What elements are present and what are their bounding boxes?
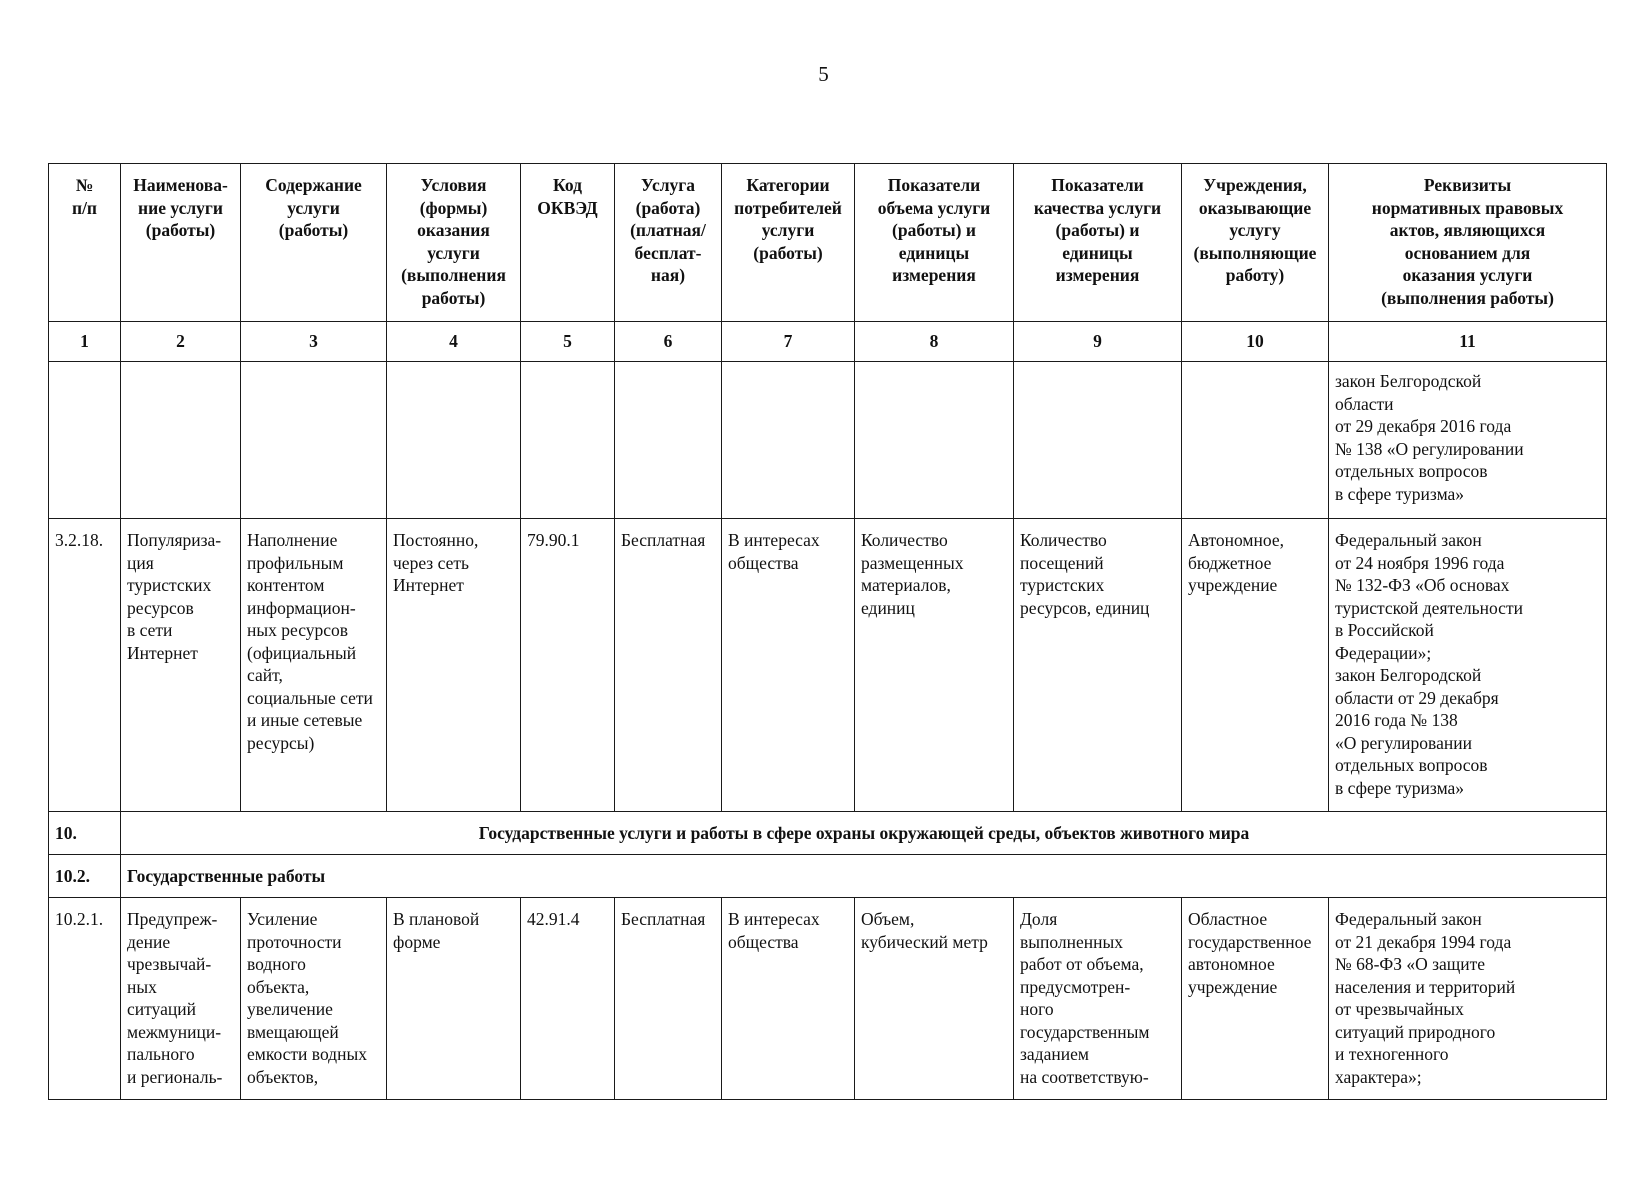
table-cell-consumer-categories: В интересах общества — [722, 898, 855, 1100]
table-cell-quality-indicators: Количество посещений туристских ресурсов, единиц — [1014, 519, 1182, 812]
column-number: 9 — [1014, 322, 1182, 362]
table-cell — [521, 362, 615, 519]
table-cell — [241, 362, 387, 519]
header-cell-legal-acts: Реквизиты нормативных правовых актов, являющихся основанием для оказания услуги (выполнения работы) — [1329, 164, 1607, 322]
section-number: 10. — [49, 812, 121, 855]
subsection-title: Государственные работы — [121, 855, 1607, 898]
table-row-3-2-18 — [49, 519, 1607, 812]
header-cell-service-name: Наименова- ние услуги (работы) — [121, 164, 241, 322]
table-cell — [121, 362, 241, 519]
table-cell — [49, 362, 121, 519]
column-number: 3 — [241, 322, 387, 362]
column-number: 2 — [121, 322, 241, 362]
table-row-continuation — [49, 362, 1607, 519]
table-cell-conditions: Постоянно, через сеть Интернет — [387, 519, 521, 812]
column-number: 5 — [521, 322, 615, 362]
section-title: Государственные услуги и работы в сфере охраны окружающей среды, объектов животного мира — [121, 812, 1607, 855]
column-number: 10 — [1182, 322, 1329, 362]
column-number: 1 — [49, 322, 121, 362]
services-registry-table — [48, 163, 1607, 1100]
header-cell-service-content: Содержание услуги (работы) — [241, 164, 387, 322]
subsection-number: 10.2. — [49, 855, 121, 898]
table-cell — [615, 362, 722, 519]
column-number: 4 — [387, 322, 521, 362]
table-cell-paid-free: Бесплатная — [615, 519, 722, 812]
column-number-row — [49, 322, 1607, 362]
header-cell-okved-code: Код ОКВЭД — [521, 164, 615, 322]
table-cell — [1014, 362, 1182, 519]
table-cell-service-name: Популяриза- ция туристских ресурсов в сети Интернет — [121, 519, 241, 812]
column-number: 7 — [722, 322, 855, 362]
table-cell — [1182, 362, 1329, 519]
table-cell-legal-acts: закон Белгородской области от 29 декабря 2016 года № 138 «О регулировании отдельных вопросов в сфере туризма» — [1329, 362, 1607, 519]
subsection-row-10-2 — [49, 855, 1607, 898]
column-number: 6 — [615, 322, 722, 362]
table-cell-service-content: Наполнение профильным контентом информацион- ных ресурсов (официальный сайт, социальные сети и иные сетевые ресурсы) — [241, 519, 387, 812]
table-cell — [722, 362, 855, 519]
header-cell-consumer-categories: Категории потребителей услуги (работы) — [722, 164, 855, 322]
table-cell-legal-acts: Федеральный закон от 21 декабря 1994 года № 68-ФЗ «О защите населения и территорий от чрезвычайных ситуаций природного и техногенного характера»; — [1329, 898, 1607, 1100]
table-cell-legal-acts: Федеральный закон от 24 ноября 1996 года № 132-ФЗ «Об основах туристской деятельности в Российской Федерации»; закон Белгородской области от 29 декабря 2016 года № 138 «О регулировании отдельных вопросов в сфере туризма» — [1329, 519, 1607, 812]
column-number: 11 — [1329, 322, 1607, 362]
table-cell-number: 3.2.18. — [49, 519, 121, 812]
header-cell-quality-indicators: Показатели качества услуги (работы) и единицы измерения — [1014, 164, 1182, 322]
table-cell-consumer-categories: В интересах общества — [722, 519, 855, 812]
table-cell — [387, 362, 521, 519]
column-number: 8 — [855, 322, 1014, 362]
header-cell-number: № п/п — [49, 164, 121, 322]
table-cell-conditions: В плановой форме — [387, 898, 521, 1100]
table-cell-institutions: Автономное, бюджетное учреждение — [1182, 519, 1329, 812]
table-cell-service-content: Усиление проточности водного объекта, увеличение вмещающей емкости водных объектов, — [241, 898, 387, 1100]
table-cell-institutions: Областное государственное автономное учреждение — [1182, 898, 1329, 1100]
table-cell-okved-code: 42.91.4 — [521, 898, 615, 1100]
section-row-10 — [49, 812, 1607, 855]
table-cell-number: 10.2.1. — [49, 898, 121, 1100]
table-cell — [855, 362, 1014, 519]
table-cell-paid-free: Бесплатная — [615, 898, 722, 1100]
table-cell-okved-code: 79.90.1 — [521, 519, 615, 812]
table-cell-service-name: Предупреж- дение чрезвычай- ных ситуаций межмуници- пального и региональ- — [121, 898, 241, 1100]
page-number: 5 — [818, 62, 829, 86]
table-cell-quality-indicators: Доля выполненных работ от объема, предусмотрен- ного государственным заданием на соответствую- — [1014, 898, 1182, 1100]
header-cell-paid-free: Услуга (работа) (платная/ бесплат- ная) — [615, 164, 722, 322]
header-cell-conditions: Условия (формы) оказания услуги (выполнения работы) — [387, 164, 521, 322]
table-row-10-2-1 — [49, 898, 1607, 1100]
header-cell-volume-indicators: Показатели объема услуги (работы) и единицы измерения — [855, 164, 1014, 322]
header-cell-institutions: Учреждения, оказывающие услугу (выполняющие работу) — [1182, 164, 1329, 322]
table-cell-volume-indicators: Объем, кубический метр — [855, 898, 1014, 1100]
table-cell-volume-indicators: Количество размещенных материалов, единиц — [855, 519, 1014, 812]
header-row — [49, 164, 1607, 322]
